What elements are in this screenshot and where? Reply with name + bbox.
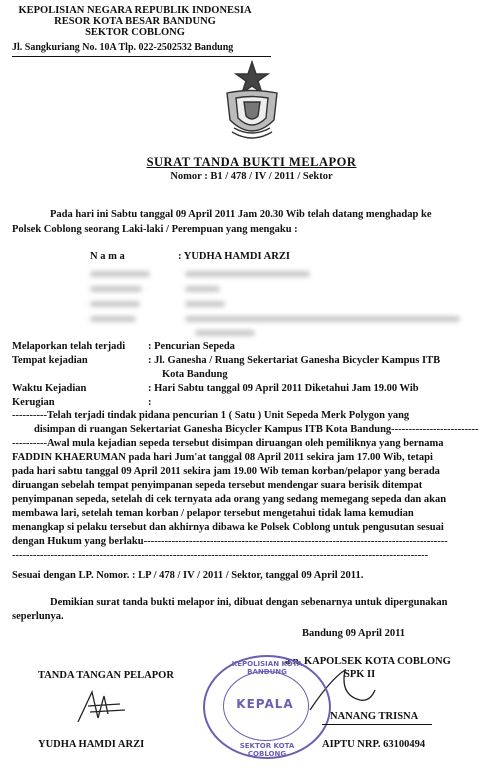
narrative-line: ----------Awal mula kejadian sepeda tersebut disimpan diruangan oleh pemiliknya yang bernama	[12, 438, 444, 449]
narrative-line: disimpan di ruangan Sekertariat Ganesha Bicycler Kampus ITB Kota Bandung-------------------------	[34, 424, 479, 435]
stamp-center-text: KEPALA	[236, 697, 294, 711]
report-value-place-city: Kota Bandung	[162, 369, 228, 380]
narrative-line: penyimpanan sepeda, setelah di cek ternyata ada orang yang sedang memegang sepeda dan akan	[12, 494, 447, 505]
closing-line1: Demikian surat tanda bukti melapor ini, dibuat dengan sebenarnya untuk dipergunakan	[50, 597, 448, 608]
redacted-label	[90, 286, 142, 292]
report-value-time: : Hari Sabtu tanggal 09 April 2011 Diketahui Jam 19.00 Wib	[148, 383, 419, 394]
document-title: SURAT TANDA BUKTI MELAPOR	[146, 155, 357, 169]
redacted-label	[90, 316, 136, 322]
name-value: : YUDHA HAMDI ARZI	[178, 251, 290, 262]
report-label-event: Melaporkan telah terjadi	[12, 341, 126, 352]
report-label-place: Tempat kejadian	[12, 355, 88, 366]
redacted-value	[185, 271, 310, 277]
report-value-loss: :	[148, 397, 152, 408]
redacted-value	[185, 301, 225, 307]
reporter-signature-icon	[70, 684, 140, 728]
narrative-line: menangkap si pelaku tersebut dan akhirnya dibawa ke Polsek Coblong untuk pengusutan sesuai	[12, 522, 444, 533]
redacted-value	[195, 330, 255, 336]
header-address: Jl. Sangkuriang No. 10A Tlp. 022-2502532 Bandung	[12, 42, 234, 53]
letterhead	[0, 5, 270, 38]
police-emblem-icon	[212, 58, 292, 148]
reporter-name: YUDHA HAMDI ARZI	[38, 739, 145, 750]
officer-title-line1: a.n. KAPOLSEK KOTA COBLONG	[285, 656, 451, 667]
narrative-line: -----------------------------------------------------------------------------------------------------------------------	[12, 550, 429, 561]
narrative-line: pada hari sabtu tanggal 09 April 2011 sekira jam 19.00 Wib teman korban/pelapor yang berada	[12, 466, 440, 477]
officer-name-underline	[322, 724, 432, 725]
narrative-line: dengan Hukum yang berlaku---------------------------------------------------------------------------------------	[12, 536, 448, 547]
lp-reference: Sesuai dengan LP. Nomor. : LP / 478 / IV / 2011 / Sektor, tanggal 09 April 2011.	[12, 570, 364, 581]
report-value-place: : Jl. Ganesha / Ruang Sekertariat Ganesha Bicycler Kampus ITB	[148, 355, 441, 366]
narrative-line: FADDIN KHAERUMAN pada hari Jum'at tanggal 08 April 2011 sekira jam 17.00 Wib, tetapi	[12, 452, 433, 463]
officer-name: NANANG TRISNA	[330, 711, 419, 722]
narrative-line: ----------Telah terjadi tindak pidana pencurian 1 ( Satu ) Unit Sepeda Merk Polygon yang	[12, 410, 410, 421]
stamp-top-text: KEPOLISIAN KOTA BANDUNG	[231, 660, 303, 676]
intro-line1: Pada hari ini Sabtu tanggal 09 April 2011 Jam 20.30 Wib telah datang menghadap ke	[50, 209, 432, 220]
name-label: N a m a	[90, 251, 125, 262]
report-value-event: : Pencurian Sepeda	[148, 341, 235, 352]
redacted-label	[90, 271, 150, 277]
document-number: Nomor : B1 / 478 / IV / 2011 / Sektor	[170, 171, 333, 182]
officer-title-line2: SPK II	[344, 669, 376, 680]
closing-line2: seperlunya.	[12, 611, 64, 622]
report-label-loss: Kerugian	[12, 397, 55, 408]
header-line1: KEPOLISIAN NEGARA REPUBLIK INDONESIA	[18, 5, 252, 16]
header-line3: SEKTOR COBLONG	[85, 27, 185, 38]
redacted-value	[185, 286, 220, 292]
report-label-time: Waktu Kejadian	[12, 383, 87, 394]
narrative-line: diruangan sebelah tempat penyimpanan sepeda tersebut mendengar suara berisik ditempat	[12, 480, 423, 491]
reporter-signature-title: TANDA TANGAN PELAPOR	[38, 670, 174, 681]
header-line2: RESOR KOTA BESAR BANDUNG	[54, 16, 216, 27]
place-date: Bandung 09 April 2011	[302, 628, 405, 639]
official-stamp	[203, 655, 331, 759]
narrative-line: membawa lari, setelah teman korban / pelapor tersebut mengetahui tidak lama kemudian	[12, 508, 414, 519]
redacted-label	[90, 301, 140, 307]
header-divider	[12, 56, 271, 57]
report-narrative	[12, 409, 492, 563]
officer-rank: AIPTU NRP. 63100494	[322, 739, 426, 750]
intro-line2: Polsek Coblong seorang Laki-laki / Perempuan yang mengaku :	[12, 224, 298, 235]
stamp-bottom-text: SEKTOR KOTA COBLONG	[239, 742, 295, 758]
redacted-value	[185, 316, 460, 322]
